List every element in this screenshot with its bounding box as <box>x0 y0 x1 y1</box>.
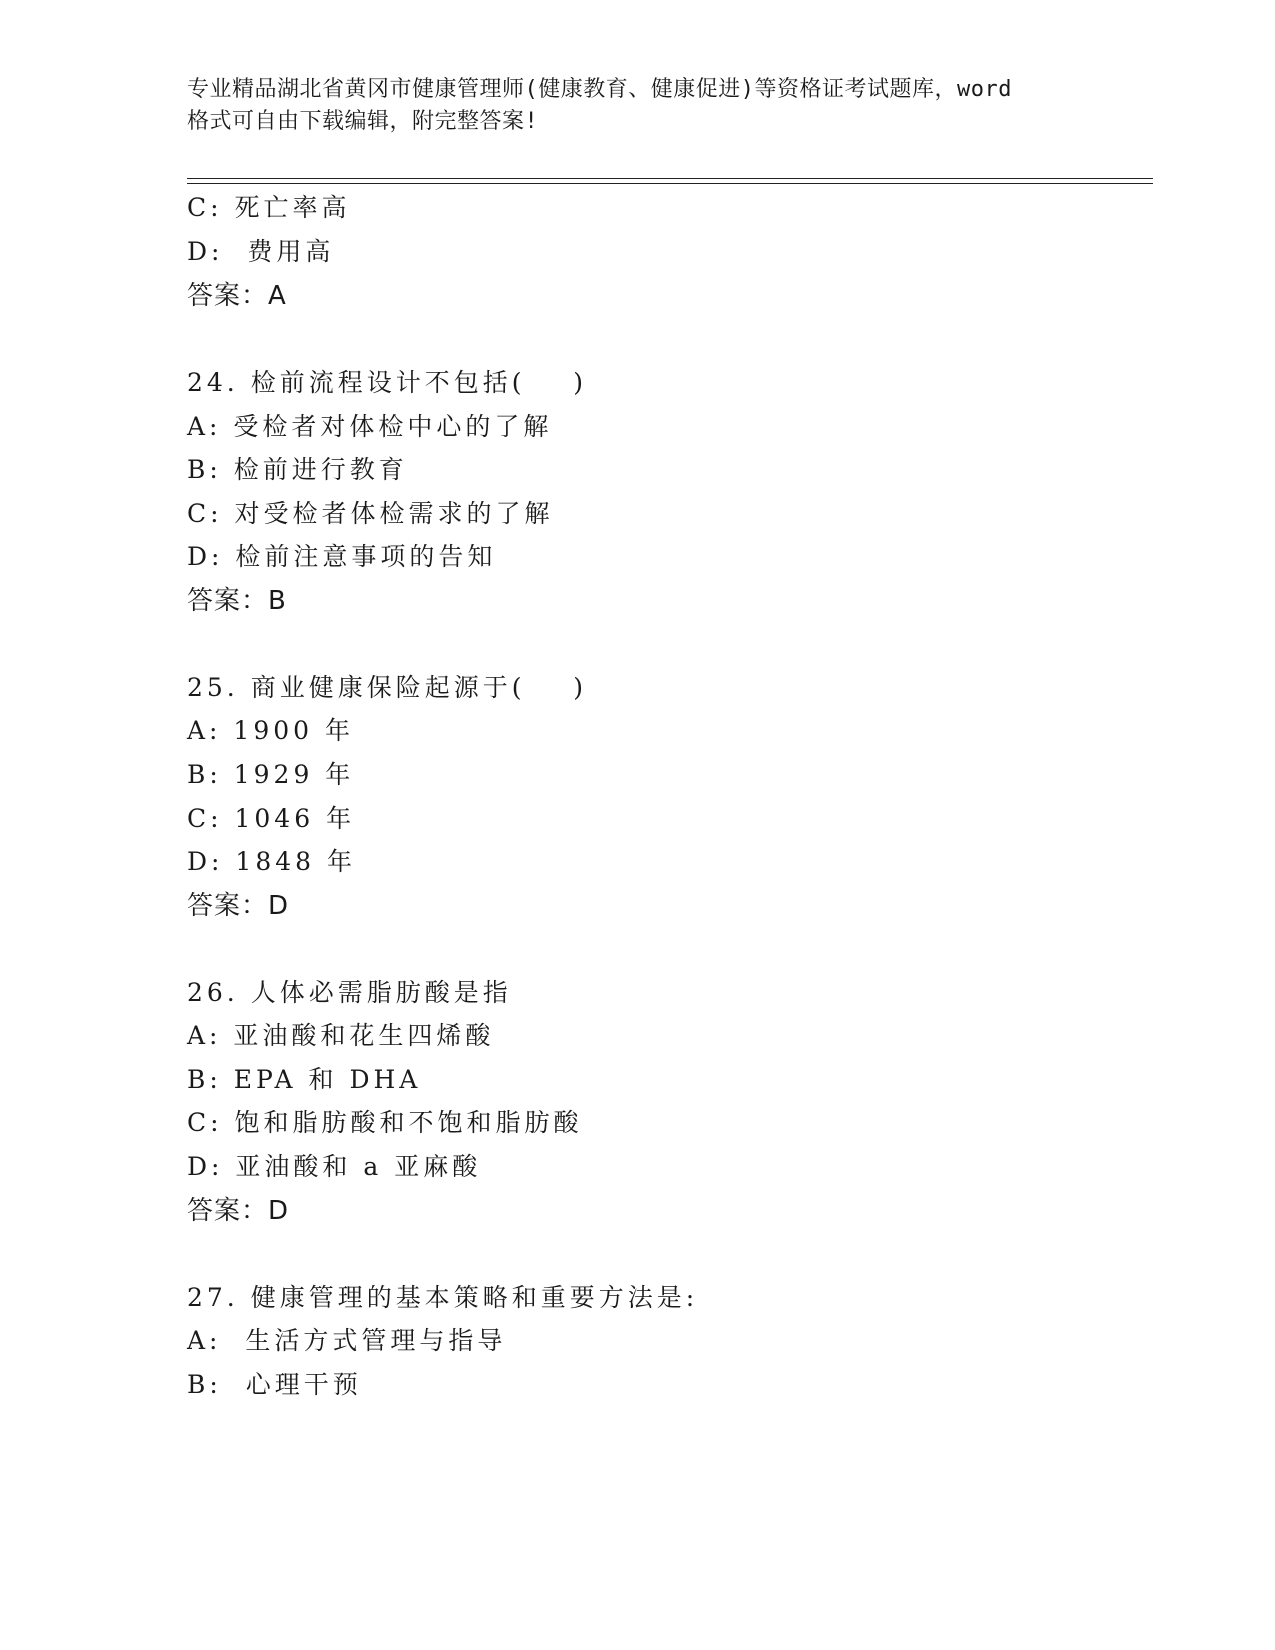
q26-option-c: C: 饱和脂肪酸和不饱和脂肪酸 <box>187 1108 583 1137</box>
q26-option-d: D: 亚油酸和 a 亚麻酸 <box>187 1152 482 1181</box>
q24-option-a: A: 受检者对体检中心的了解 <box>187 412 553 441</box>
q25-answer: 答案：D <box>187 891 290 921</box>
q27-option-b: B: 心理干预 <box>187 1370 362 1399</box>
header-line-2: 格式可自由下载编辑，附完整答案! <box>187 109 539 134</box>
q24-option-b: B: 检前进行教育 <box>187 455 408 484</box>
q25-option-d: D: 1848 年 <box>187 847 356 876</box>
q23-option-d: D: 费用高 <box>187 237 335 266</box>
document-header <box>187 74 1087 138</box>
q27-stem: 27. 健康管理的基本策略和重要方法是: <box>187 1283 699 1312</box>
header-divider-bottom <box>187 183 1153 184</box>
header-divider-top <box>187 178 1153 179</box>
q24-answer: 答案：B <box>187 586 287 616</box>
q25-option-c: C: 1046 年 <box>187 804 356 833</box>
q26-answer: 答案：D <box>187 1196 290 1226</box>
q25-option-b: B: 1929 年 <box>187 760 355 789</box>
q24-option-c: C: 对受检者体检需求的了解 <box>187 499 554 528</box>
q26-option-b: B: EPA 和 DHA <box>187 1065 422 1094</box>
q24-option-d: D: 检前注意事项的告知 <box>187 542 497 571</box>
q24-stem: 24. 检前流程设计不包括( ) <box>187 368 587 397</box>
q26-stem: 26. 人体必需脂肪酸是指 <box>187 978 512 1007</box>
q27-option-a: A: 生活方式管理与指导 <box>187 1326 507 1355</box>
header-line-1: 专业精品湖北省黄冈市健康管理师(健康教育、健康促进)等资格证考试题库，word <box>187 77 1012 102</box>
q23-answer: 答案：A <box>187 281 287 311</box>
q23-option-c: C: 死亡率高 <box>187 193 351 222</box>
q26-option-a: A: 亚油酸和花生四烯酸 <box>187 1021 495 1050</box>
q25-option-a: A: 1900 年 <box>187 716 354 745</box>
q25-stem: 25. 商业健康保险起源于( ) <box>187 673 587 702</box>
